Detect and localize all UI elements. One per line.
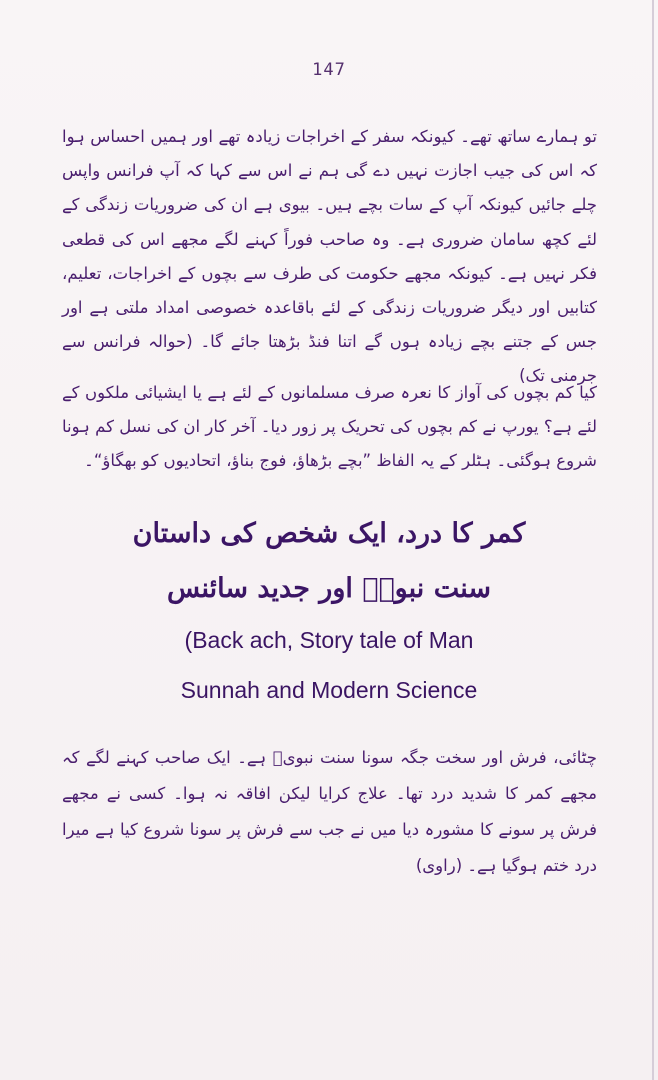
section-heading-english-line-2: Sunnah and Modern Science	[180, 677, 478, 703]
story-paragraph: چٹائی، فرش اور سخت جگہ سونا سنت نبویؐ ہے۔ ایک صاحب کہنے لگے کہ مجھے کمر کا شدید درد تھا۔ علاج کرایا لیکن افاقہ نہ ہوا۔ کسی نے مجھے فرش پر سونے کا مشورہ دیا میں نے جب سے فرش پر سونا شروع کیا ہے میرا درد ختم ہوگیا ہے۔ (راوی)	[62, 748, 597, 875]
section-heading-urdu-line-2: سنت نبویؐ اور جدید سائنس	[167, 573, 491, 604]
section-heading-urdu-line-1: کمر کا درد، ایک شخص کی داستان	[132, 518, 526, 549]
page-number: 147	[312, 60, 346, 80]
body-paragraph-1: تو ہمارے ساتھ تھے۔ کیونکہ سفر کے اخراجات زیادہ تھے اور ہمیں احساس ہوا کہ اس کی جیب اجازت نہیں دے گی ہم نے اس سے کہا کہ آپ فرانس واپس چلے جائیں کیونکہ آپ کے سات بچے ہیں۔ بیوی ہے ان کی ضروریات زندگی کے لئے کچھ سامان ضروری ہے۔ وہ صاحب فوراً کہنے لگے مجھے اس کی قطعی فکر نہیں ہے۔ کیونکہ مجھے حکومت کی طرف سے بچوں کے اخراجات، تعلیم، کتابیں اور دیگر ضروریات زندگی کے لئے باقاعدہ خصوصی امداد ملتی ہے اور جس کے جتنے بچے زیادہ ہوں گے اتنا فنڈ بڑھتا جائے گا۔ (حوالہ فرانس سے جرمنی تک)	[62, 127, 597, 386]
body-paragraph-2: کیا کم بچوں کی آواز کا نعرہ صرف مسلمانوں کے لئے ہے یا ایشیائی ملکوں کے لئے ہے؟ یورپ نے کم بچوں کی تحریک پر زور دیا۔ آخر کار ان کی نسل کم ہونا شروع ہوگئی۔ ہٹلر کے یہ الفاظ ”بچے بڑھاؤ، فوج بناؤ، اتحادیوں کو بھگاؤ“۔	[62, 383, 597, 470]
section-heading-english-line-1: (Back ach, Story tale of Man	[184, 627, 474, 653]
